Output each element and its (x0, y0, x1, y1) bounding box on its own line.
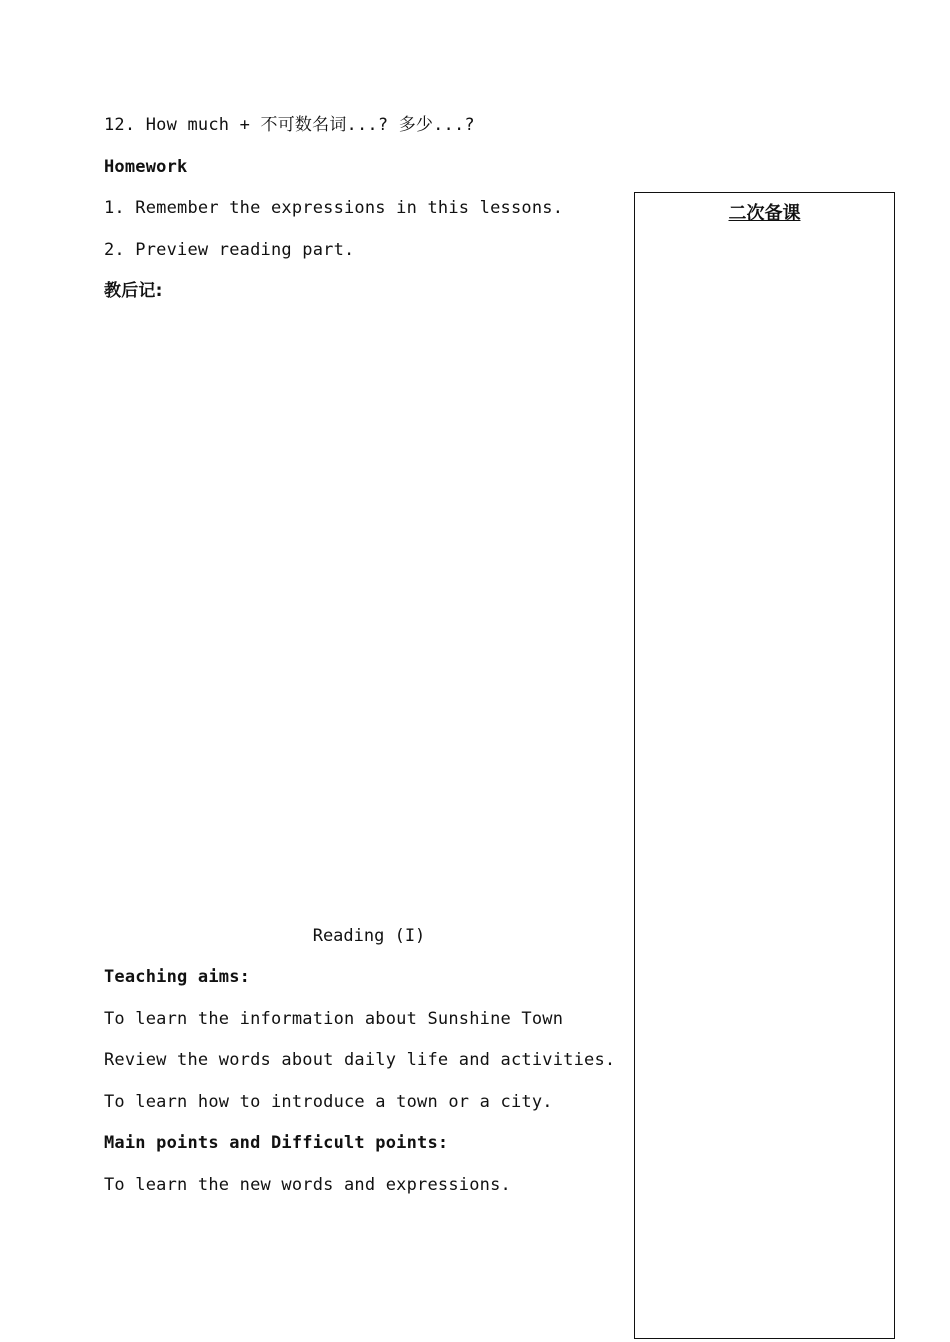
reading-section-title: Reading (I) (312, 926, 426, 946)
item-12-text: 12. How much + 不可数名词...? 多少...? (104, 115, 475, 135)
main-point-1: To learn the new words and expressions. (104, 1175, 511, 1195)
teaching-aims-heading: Teaching aims: (104, 967, 251, 987)
reflection-label: 教后记: (104, 281, 163, 301)
teaching-aim-1: To learn the information about Sunshine Town (104, 1009, 564, 1029)
homework-item-1: 1. Remember the expressions in this lessons. (104, 198, 564, 218)
homework-item-2: 2. Preview reading part. (104, 240, 355, 260)
secondary-lesson-prep-box (634, 192, 895, 1339)
secondary-lesson-prep-title: 二次备课 (728, 203, 801, 224)
teaching-aim-2: Review the words about daily life and activities. (104, 1050, 616, 1070)
homework-heading: Homework (104, 157, 188, 177)
main-points-heading: Main points and Difficult points: (104, 1133, 449, 1153)
teaching-aim-3: To learn how to introduce a town or a city. (104, 1092, 553, 1112)
